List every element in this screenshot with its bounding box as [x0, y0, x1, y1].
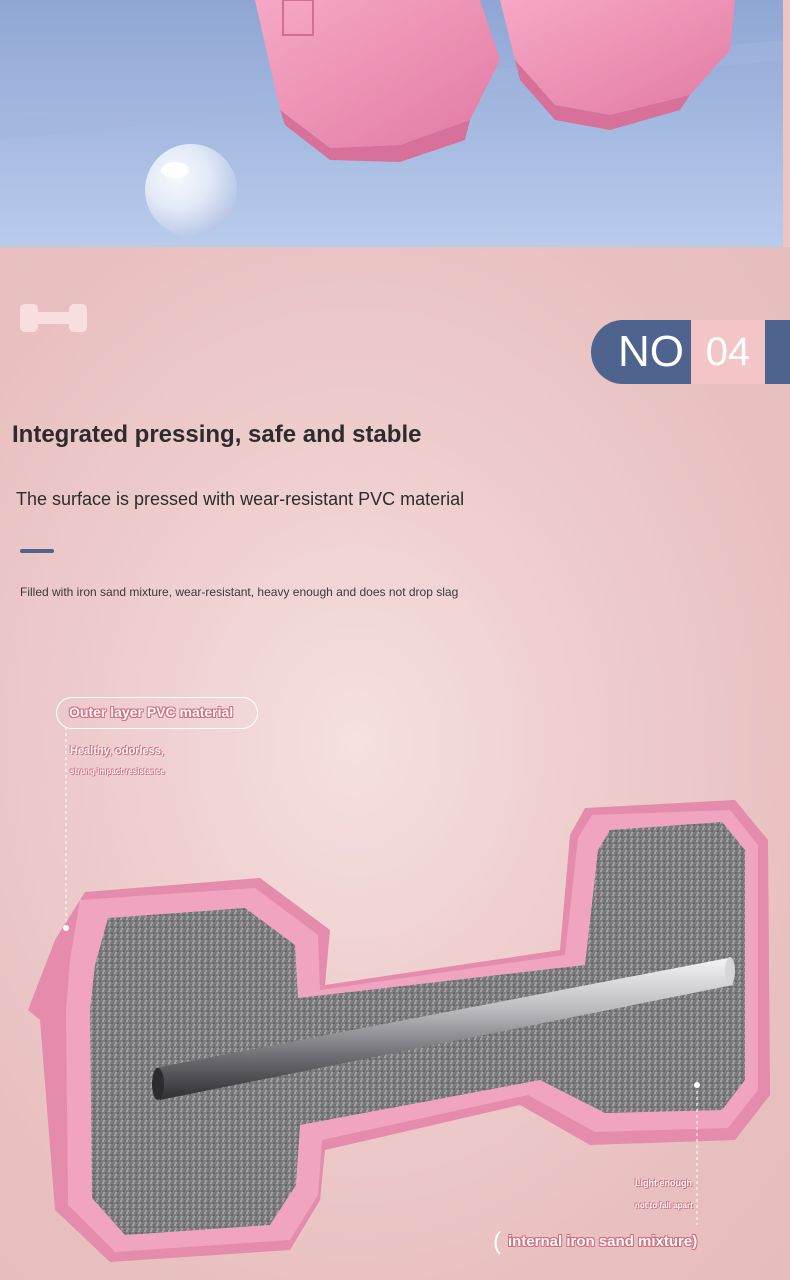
outer-note-2: strong impact resistance [70, 767, 165, 776]
inner-note-1: Light enough [635, 1178, 692, 1188]
outer-layer-callout [56, 697, 258, 729]
inner-iron-sand-title: internal iron sand mixture) [508, 1233, 698, 1250]
inner-callout-bracket: ( [493, 1228, 501, 1255]
badge-number: 04 [691, 320, 765, 384]
section-heading: Integrated pressing, safe and stable [12, 421, 422, 448]
outer-layer-title: Outer layer PVC material [69, 704, 234, 720]
inner-note-2: not to fall apart [635, 1201, 693, 1210]
section-description: Filled with iron sand mixture, wear-resistant, heavy enough and does not drop slag [20, 585, 459, 599]
outer-note-1: Healthy, odorless, [70, 745, 164, 757]
section-subheading: The surface is pressed with wear-resistant PVC material [16, 489, 465, 509]
badge-prefix: NO [591, 320, 691, 384]
